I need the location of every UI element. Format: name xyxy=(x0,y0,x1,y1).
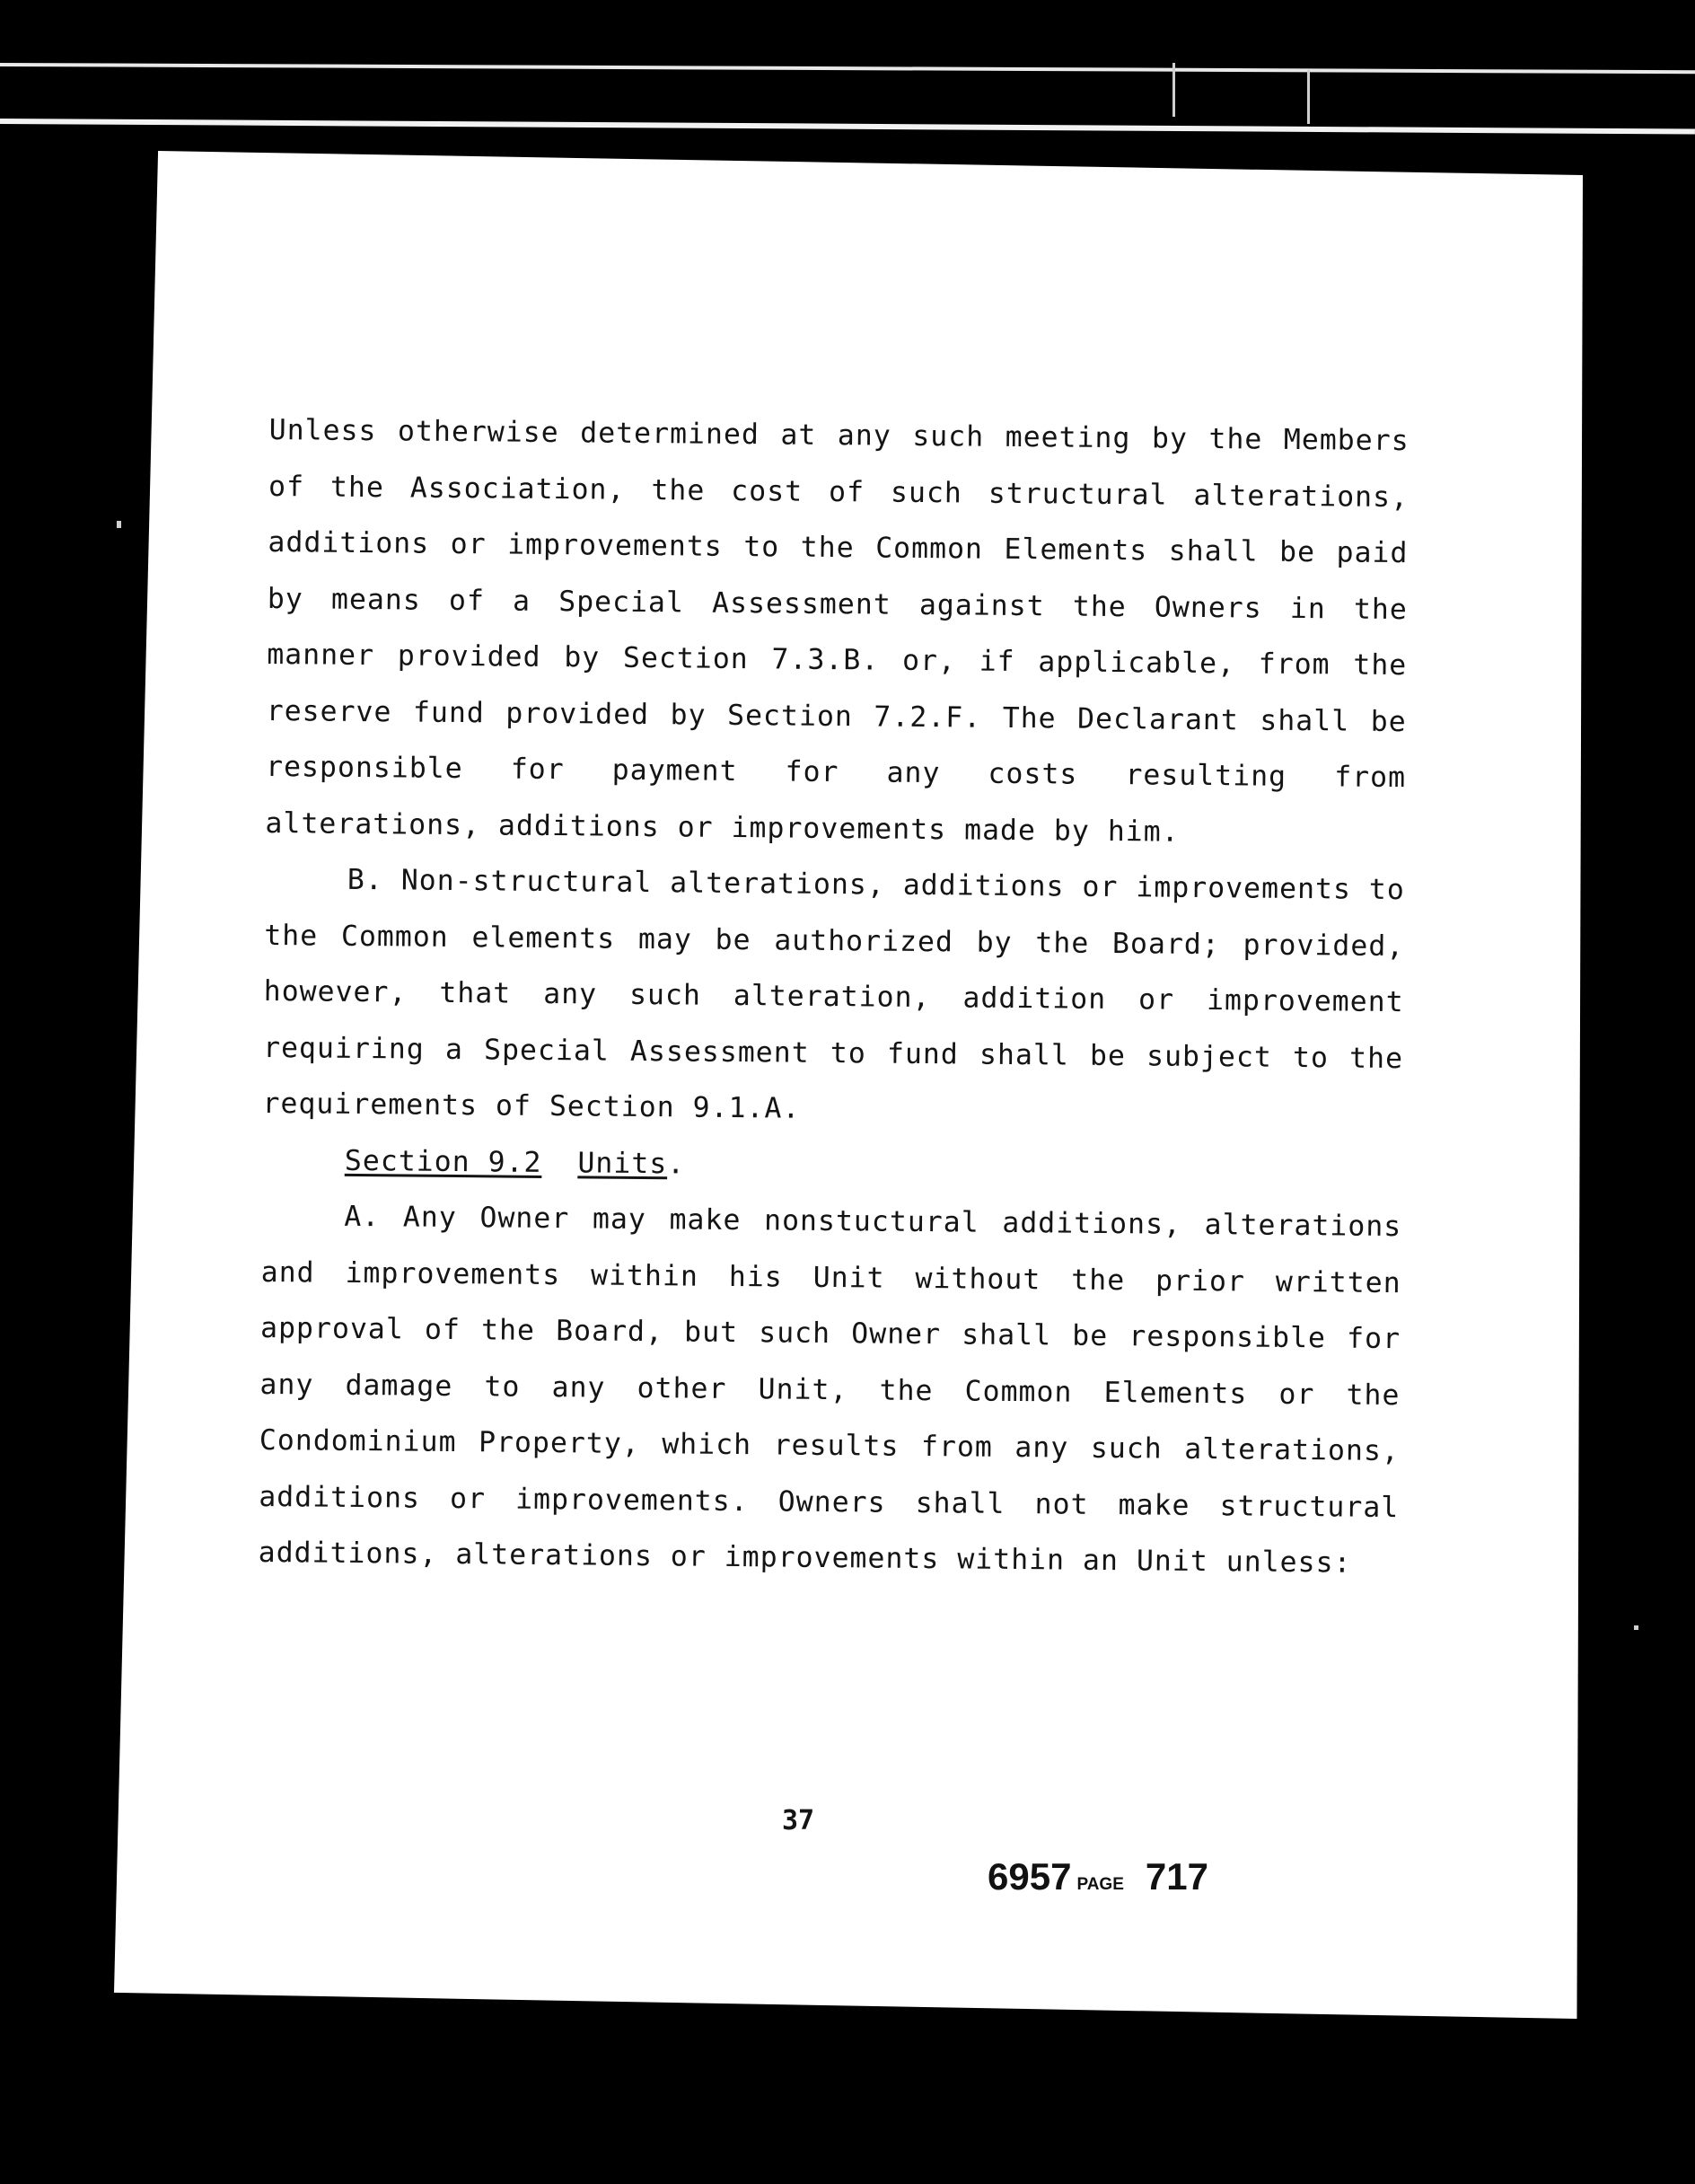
page-label: PAGE xyxy=(1076,1875,1124,1894)
scan-speck xyxy=(1172,63,1175,117)
section-number: Section 9.2 xyxy=(344,1144,542,1179)
scan-edge-line xyxy=(0,119,1695,135)
scan-speck xyxy=(117,521,121,528)
paragraph-a-owner-additions: A. Any Owner may make nonstuctural additions, alterations and improvements within his Unit without the prior written approval of the Board, but such Owner shall be responsible for any damage to any other Unit, the Common Elements or the Condominium Property, which results from any such alterations, additions or improvements. Owners shall not make structural additions, alterations or improvements within an Unit unless: xyxy=(258,1200,1402,1580)
stamp-page-number: 717 xyxy=(1145,1855,1208,1898)
paragraph-b-nonstructural: B. Non-structural alterations, additions or improvements to the Common elements may be authorized by the Board; provided, however, that any such alteration, addition or improvement requiring a Special Assessment to fund shall be subject to the requirements of Section 9.1.A. xyxy=(262,863,1406,1125)
paragraph-reserve-fund: Unless otherwise determined at any such meeting by the Members of the Association, the cost of such structural alterations, additions or improvements to the Common Elements shall be paid by means of a Special Assessment against the Owners in the manner provided by Section 7.3.B. or, if applicable, from the reserve fund provided by Section 7.2.F. The Declarant shall be responsible for payment for any costs resulting from alterations, additions or improvements made by him. xyxy=(265,413,1410,849)
book-number: 6957 xyxy=(988,1855,1072,1898)
section-heading: Section 9.2 Units. xyxy=(344,1144,686,1180)
book-page-stamp xyxy=(988,1855,1208,1898)
section-title: Units xyxy=(577,1146,668,1180)
page-number: 37 xyxy=(782,1805,815,1836)
scan-speck xyxy=(1634,1625,1638,1630)
document-body xyxy=(258,402,1410,1592)
scan-speck xyxy=(1307,70,1310,124)
scan-edge-line xyxy=(0,63,1695,74)
